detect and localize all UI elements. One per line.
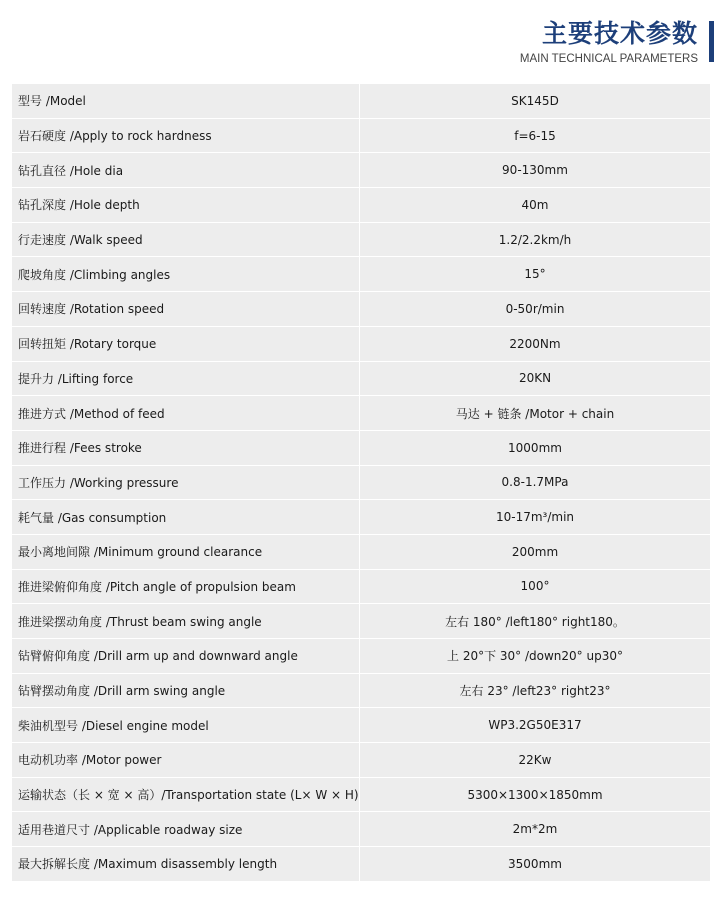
param-value-cell: 20KN xyxy=(360,362,710,396)
param-value-cell: 100° xyxy=(360,570,710,604)
param-name-cell: 工作压力 /Working pressure xyxy=(12,466,359,500)
param-value-cell: 上 20°下 30° /down20° up30° xyxy=(360,639,710,673)
table-row xyxy=(12,535,710,569)
table-row xyxy=(12,500,710,534)
param-name-cell: 回转速度 /Rotation speed xyxy=(12,292,359,326)
param-name-cell: 最大拆解长度 /Maximum disassembly length xyxy=(12,847,359,881)
param-value-cell: 22Kw xyxy=(360,743,710,777)
param-name-cell: 回转扭矩 /Rotary torque xyxy=(12,327,359,361)
param-name-cell: 适用巷道尺寸 /Applicable roadway size xyxy=(12,812,359,846)
table-row xyxy=(12,570,710,604)
param-name-cell: 钻孔深度 /Hole depth xyxy=(12,188,359,222)
table-row xyxy=(12,327,710,361)
spec-table xyxy=(12,84,710,882)
table-row xyxy=(12,847,710,881)
param-value-cell: 1.2/2.2km/h xyxy=(360,223,710,257)
param-value-cell: 10-17m³/min xyxy=(360,500,710,534)
param-value-cell: WP3.2G50E317 xyxy=(360,708,710,742)
param-name-cell: 运输状态（长 × 宽 × 高）/Transportation state (L× W × H) xyxy=(12,778,359,812)
param-name-cell: 耗气量 /Gas consumption xyxy=(12,500,359,534)
table-row xyxy=(12,639,710,673)
param-name-cell: 钻臂俯仰角度 /Drill arm up and downward angle xyxy=(12,639,359,673)
param-name-cell: 推进行程 /Fees stroke xyxy=(12,431,359,465)
table-row xyxy=(12,119,710,153)
param-value-cell: 5300×1300×1850mm xyxy=(360,778,710,812)
table-row xyxy=(12,257,710,291)
table-row xyxy=(12,674,710,708)
table-row xyxy=(12,466,710,500)
param-name-cell: 钻臂摆动角度 /Drill arm swing angle xyxy=(12,674,359,708)
param-value-cell: 左右 23° /left23° right23° xyxy=(360,674,710,708)
table-row xyxy=(12,431,710,465)
param-name-cell: 柴油机型号 /Diesel engine model xyxy=(12,708,359,742)
page-subtitle: MAIN TECHNICAL PARAMETERS xyxy=(519,53,698,65)
table-row xyxy=(12,708,710,742)
param-name-cell: 推进方式 /Method of feed xyxy=(12,396,359,430)
param-name-cell: 推进梁俯仰角度 /Pitch angle of propulsion beam xyxy=(12,570,359,604)
param-value-cell: 左右 180° /left180° right180。 xyxy=(360,604,710,638)
param-value-cell: 马达 + 链条 /Motor + chain xyxy=(360,396,710,430)
table-row xyxy=(12,223,710,257)
table-row xyxy=(12,362,710,396)
param-value-cell: 200mm xyxy=(360,535,710,569)
table-row xyxy=(12,84,710,118)
param-value-cell: 40m xyxy=(360,188,710,222)
param-value-cell: 15° xyxy=(360,257,710,291)
title-accent-bar xyxy=(709,21,714,62)
table-row xyxy=(12,153,710,187)
param-value-cell: 2200Nm xyxy=(360,327,710,361)
param-name-cell: 钻孔直径 /Hole dia xyxy=(12,153,359,187)
table-row xyxy=(12,743,710,777)
param-name-cell: 推进梁摆动角度 /Thrust beam swing angle xyxy=(12,604,359,638)
table-row xyxy=(12,778,710,812)
param-value-cell: f=6-15 xyxy=(360,119,710,153)
param-name-cell: 行走速度 /Walk speed xyxy=(12,223,359,257)
page-header xyxy=(0,0,726,80)
table-row xyxy=(12,188,710,222)
param-value-cell: 90-130mm xyxy=(360,153,710,187)
param-value-cell: 3500mm xyxy=(360,847,710,881)
table-row xyxy=(12,604,710,638)
page-title: 主要技术参数 xyxy=(541,19,698,48)
param-value-cell: 2m*2m xyxy=(360,812,710,846)
param-name-cell: 爬坡角度 /Climbing angles xyxy=(12,257,359,291)
table-row xyxy=(12,812,710,846)
param-name-cell: 电动机功率 /Motor power xyxy=(12,743,359,777)
param-value-cell: 0-50r/min xyxy=(360,292,710,326)
param-value-cell: 1000mm xyxy=(360,431,710,465)
param-value-cell: 0.8-1.7MPa xyxy=(360,466,710,500)
param-name-cell: 提升力 /Lifting force xyxy=(12,362,359,396)
param-name-cell: 最小离地间隙 /Minimum ground clearance xyxy=(12,535,359,569)
table-row xyxy=(12,396,710,430)
param-name-cell: 型号 /Model xyxy=(12,84,359,118)
param-name-cell: 岩石硬度 /Apply to rock hardness xyxy=(12,119,359,153)
table-row xyxy=(12,292,710,326)
param-value-cell: SK145D xyxy=(360,84,710,118)
